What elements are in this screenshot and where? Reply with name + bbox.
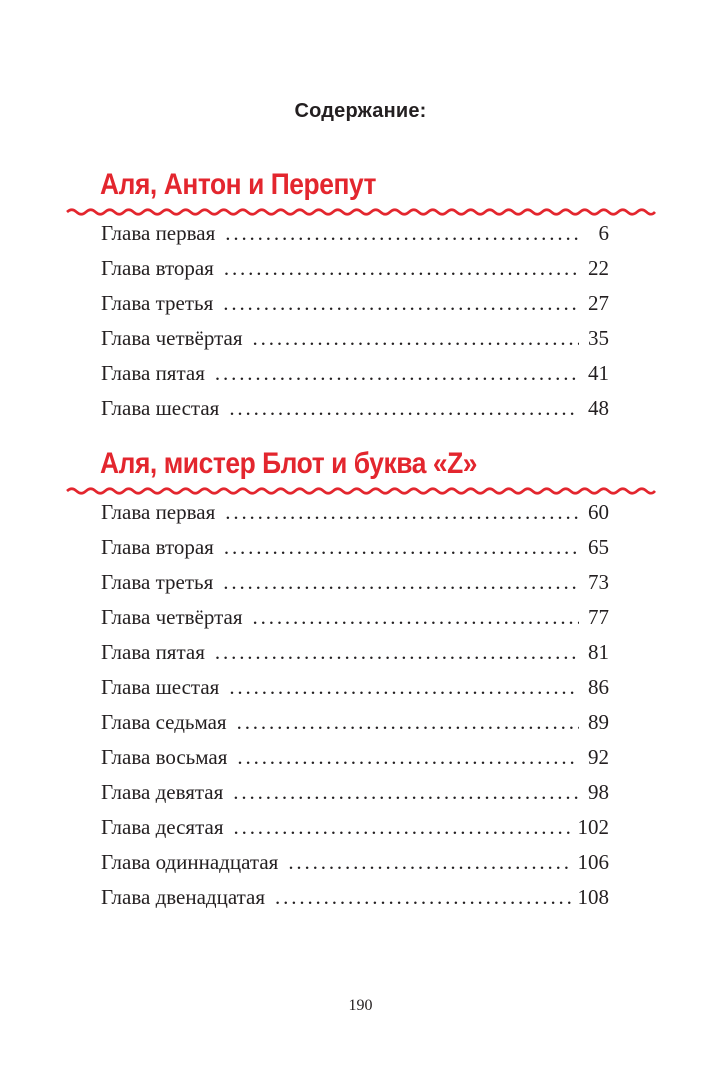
wave-divider-2 <box>66 484 656 498</box>
chapter-title: Глава пятая <box>101 361 205 385</box>
dot-leader <box>253 605 579 630</box>
wave-divider-1 <box>66 205 656 219</box>
chapter-page: 60 <box>588 500 609 524</box>
chapter-title: Глава двенадцатая <box>101 885 266 909</box>
toc-list-2 <box>101 500 609 920</box>
toc-entry[interactable] <box>101 640 609 675</box>
chapter-page: 73 <box>588 570 609 594</box>
dot-leader <box>229 396 579 421</box>
chapter-title: Глава одиннадцатая <box>101 850 279 874</box>
toc-entry[interactable] <box>101 396 609 431</box>
dot-leader <box>234 815 572 840</box>
toc-entry[interactable] <box>101 710 609 745</box>
chapter-page: 6 <box>598 221 609 245</box>
chapter-title: Глава шестая <box>101 675 220 699</box>
chapter-page: 27 <box>588 291 609 315</box>
chapter-page: 89 <box>588 710 609 734</box>
dot-leader <box>225 221 579 246</box>
chapter-title: Глава пятая <box>101 640 205 664</box>
chapter-page: 86 <box>588 675 609 699</box>
dot-leader <box>237 745 579 770</box>
toc-entry[interactable] <box>101 291 609 326</box>
chapter-title: Глава первая <box>101 500 216 524</box>
wave-line <box>67 210 655 215</box>
dot-leader <box>233 780 579 805</box>
toc-entry[interactable] <box>101 256 609 291</box>
dot-leader <box>253 326 579 351</box>
toc-entry[interactable] <box>101 780 609 815</box>
chapter-page: 81 <box>588 640 609 664</box>
chapter-page: 102 <box>577 815 609 839</box>
toc-entry[interactable] <box>101 745 609 780</box>
section-title-2: Аля, мистер Блот и буква «Z» <box>100 447 478 480</box>
section-title-1: Аля, Антон и Перепут <box>100 168 377 201</box>
toc-entry[interactable] <box>101 675 609 710</box>
toc-entry[interactable] <box>101 570 609 605</box>
chapter-title: Глава седьмая <box>101 710 227 734</box>
chapter-page: 41 <box>588 361 609 385</box>
toc-entry[interactable] <box>101 221 609 256</box>
toc-entry[interactable] <box>101 815 609 850</box>
chapter-page: 98 <box>588 780 609 804</box>
chapter-title: Глава третья <box>101 291 214 315</box>
dot-leader <box>223 570 579 595</box>
chapter-page: 77 <box>588 605 609 629</box>
chapter-title: Глава восьмая <box>101 745 228 769</box>
dot-leader <box>223 291 579 316</box>
page-number: 190 <box>348 997 373 1014</box>
chapter-title: Глава вторая <box>101 256 214 280</box>
dot-leader <box>229 675 579 700</box>
dot-leader <box>224 535 579 560</box>
dot-leader <box>237 710 579 735</box>
chapter-title: Глава четвёртая <box>101 326 243 350</box>
chapter-title: Глава четвёртая <box>101 605 243 629</box>
chapter-page: 92 <box>588 745 609 769</box>
chapter-page: 106 <box>577 850 609 874</box>
chapter-title: Глава десятая <box>101 815 224 839</box>
dot-leader <box>225 500 579 525</box>
toc-entry[interactable] <box>101 885 609 920</box>
chapter-title: Глава девятая <box>101 780 224 804</box>
chapter-page: 48 <box>588 396 609 420</box>
page-heading: Содержание: <box>294 100 427 122</box>
dot-leader <box>288 850 571 875</box>
toc-entry[interactable] <box>101 326 609 361</box>
dot-leader <box>275 885 571 910</box>
dot-leader <box>215 361 579 386</box>
chapter-page: 22 <box>588 256 609 280</box>
chapter-title: Глава вторая <box>101 535 214 559</box>
chapter-page: 108 <box>577 885 609 909</box>
chapter-title: Глава третья <box>101 570 214 594</box>
chapter-title: Глава первая <box>101 221 216 245</box>
toc-entry[interactable] <box>101 361 609 396</box>
chapter-page: 35 <box>588 326 609 350</box>
dot-leader <box>224 256 579 281</box>
dot-leader <box>215 640 579 665</box>
toc-entry[interactable] <box>101 500 609 535</box>
toc-list-1 <box>101 221 609 431</box>
toc-entry[interactable] <box>101 535 609 570</box>
wave-line <box>67 489 655 494</box>
chapter-page: 65 <box>588 535 609 559</box>
toc-entry[interactable] <box>101 605 609 640</box>
toc-entry[interactable] <box>101 850 609 885</box>
chapter-title: Глава шестая <box>101 396 220 420</box>
